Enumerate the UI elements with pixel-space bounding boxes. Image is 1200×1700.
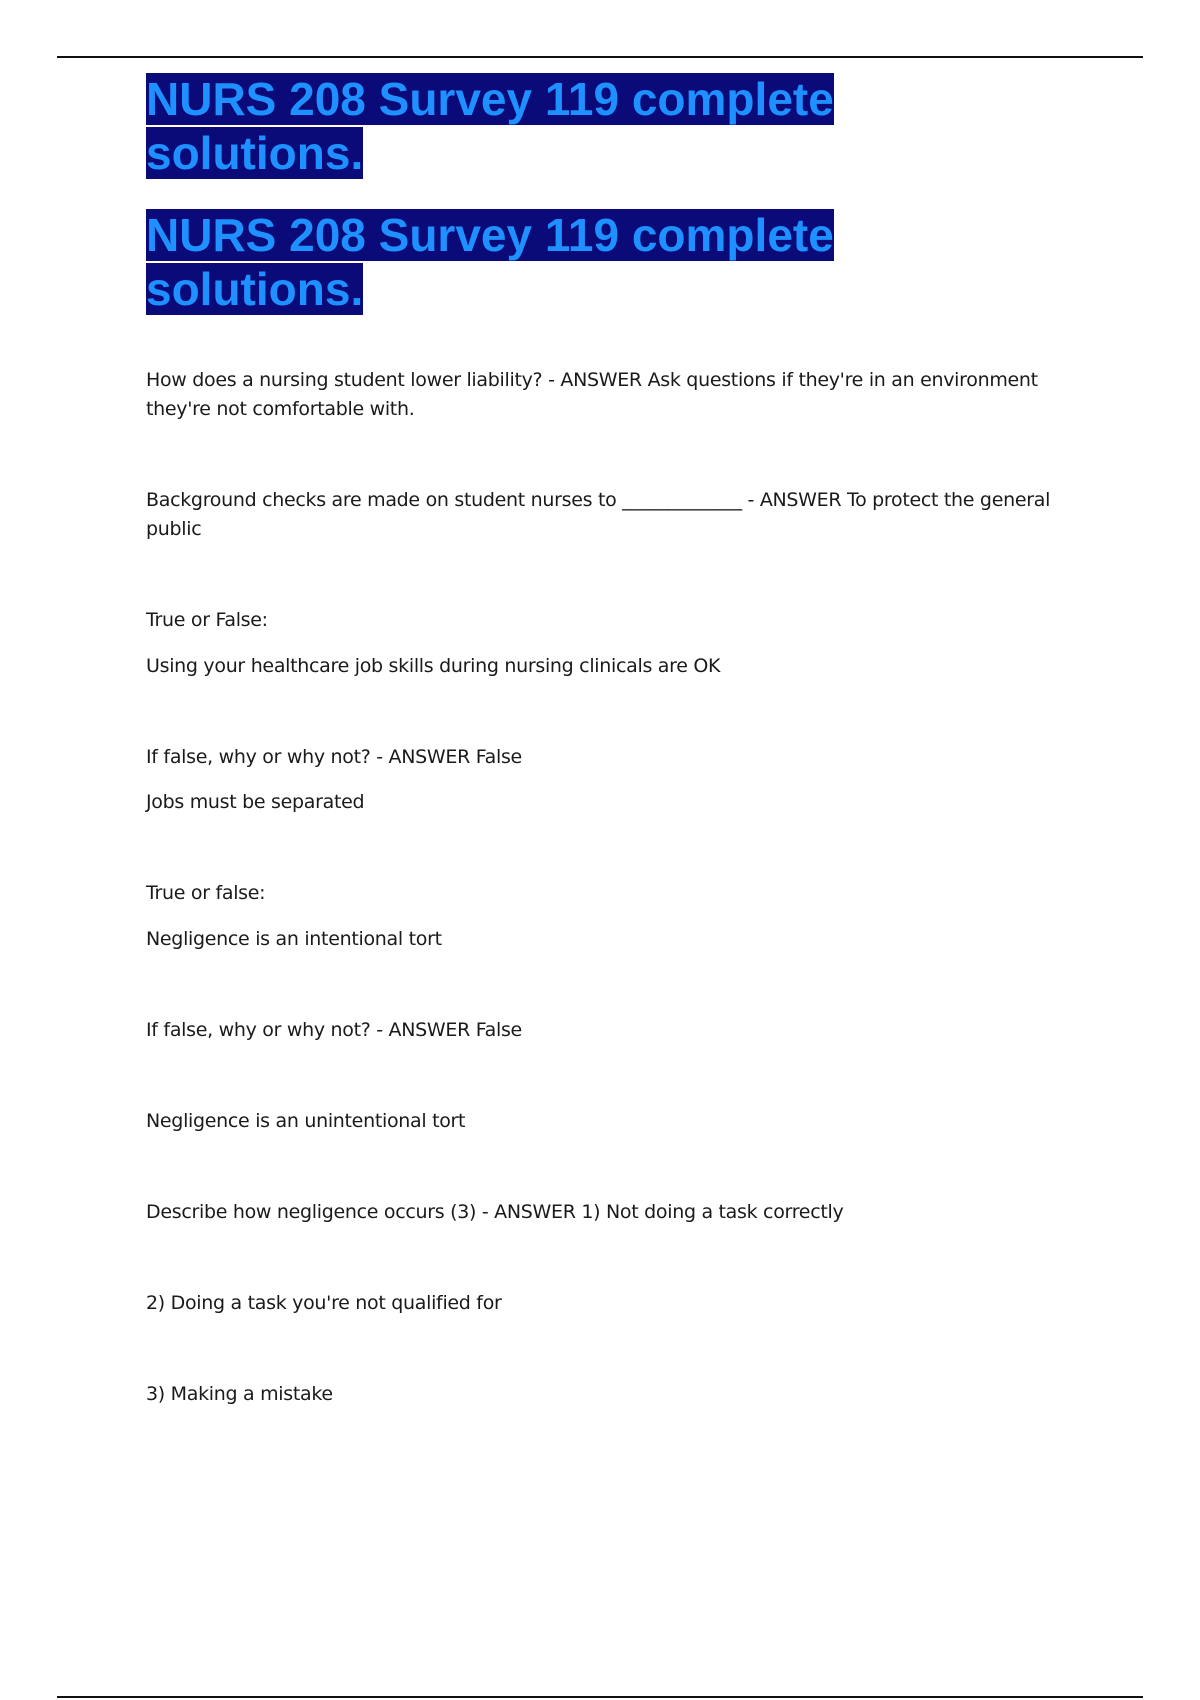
answer-item-2: 2) Doing a task you're not qualified for: [146, 1292, 502, 1314]
qa-negligence-occurs: Describe how negligence occurs (3) - ANSWER 1) Not doing a task correctly: [146, 1201, 844, 1223]
document-title-repeat: [146, 208, 876, 316]
statement-job-skills: Using your healthcare job skills during nursing clinicals are OK: [146, 655, 721, 677]
answer-jobs-separated: Jobs must be separated: [146, 791, 365, 813]
answer-why-1: If false, why or why not? - ANSWER False: [146, 746, 522, 768]
qa-background-checks: Background checks are made on student nurses to _____________ - ANSWER To protect the general public: [146, 489, 1051, 540]
document-title: [146, 72, 876, 180]
answer-why-2: If false, why or why not? - ANSWER False: [146, 1019, 522, 1041]
footer-rule: [57, 1696, 1143, 1698]
header-rule: [57, 56, 1143, 58]
statement-negligence: Negligence is an intentional tort: [146, 928, 442, 950]
question-true-false-2: True or false:: [146, 882, 266, 904]
answer-item-3: 3) Making a mistake: [146, 1383, 333, 1405]
document-title-text: NURS 208 Survey 119 complete solutions.: [146, 73, 834, 179]
document-body: [146, 72, 1096, 1409]
answer-unintentional-tort: Negligence is an unintentional tort: [146, 1110, 466, 1132]
qa-liability: How does a nursing student lower liability? - ANSWER Ask questions if they're in an environment they're not comfortable with.: [146, 369, 1038, 420]
question-true-false-1: True or False:: [146, 609, 268, 631]
document-title-repeat-text: NURS 208 Survey 119 complete solutions.: [146, 209, 834, 315]
